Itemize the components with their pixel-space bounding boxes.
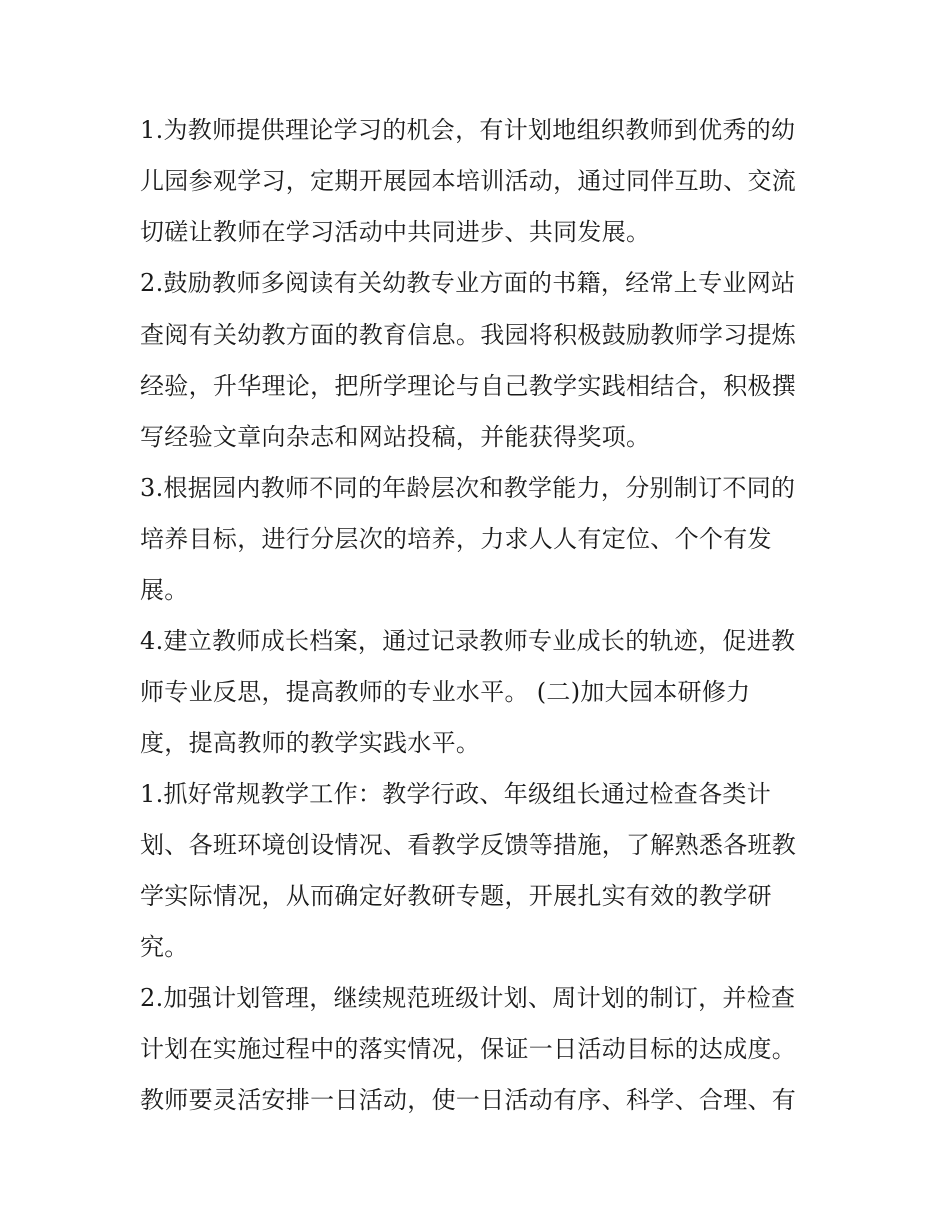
text-line: 查阅有关幼教方面的教育信息。我园将积极鼓励教师学习提炼 [140, 321, 797, 349]
text-line: 2.鼓励教师多阅读有关幼教专业方面的书籍，经常上专业网站 [140, 269, 796, 297]
text-line: 培养目标，进行分层次的培养，力求人人有定位、个个有发 [140, 525, 772, 553]
text-line: 展。 [140, 576, 189, 604]
text-line: 1.抓好常规教学工作：教学行政、年级组长通过检查各类计 [140, 780, 771, 808]
text-line: 学实际情况，从而确定好教研专题，开展扎实有效的教学研 [140, 882, 772, 910]
text-line: 师专业反思，提高教师的专业水平。 (二)加大园本研修力 [140, 678, 751, 706]
text-line: 4.建立教师成长档案，通过记录教师专业成长的轨迹，促进教 [140, 627, 796, 655]
text-line: 切磋让教师在学习活动中共同进步、共同发展。 [140, 218, 651, 246]
text-line: 教师要灵活安排一日活动，使一日活动有序、科学、合理、有 [140, 1086, 797, 1114]
text-line: 1.为教师提供理论学习的机会，有计划地组织教师到优秀的幼 [140, 116, 796, 144]
text-line: 3.根据园内教师不同的年龄层次和教学能力，分别制订不同的 [140, 474, 796, 502]
text-line: 计划在实施过程中的落实情况，保证一日活动目标的达成度。 [140, 1035, 797, 1063]
text-line: 度，提高教师的教学实践水平。 [140, 729, 481, 757]
text-line: 2.加强计划管理，继续规范班级计划、周计划的制订，并检查 [140, 984, 796, 1012]
text-line: 划、各班环境创设情况、看教学反馈等措施，了解熟悉各班教 [140, 831, 797, 859]
text-line: 写经验文章向杂志和网站投稿，并能获得奖项。 [140, 423, 651, 451]
text-line: 究。 [140, 933, 189, 961]
text-line: 儿园参观学习，定期开展园本培训活动，通过同伴互助、交流 [140, 167, 797, 195]
text-line: 经验，升华理论，把所学理论与自己教学实践相结合，积极撰 [140, 372, 797, 400]
